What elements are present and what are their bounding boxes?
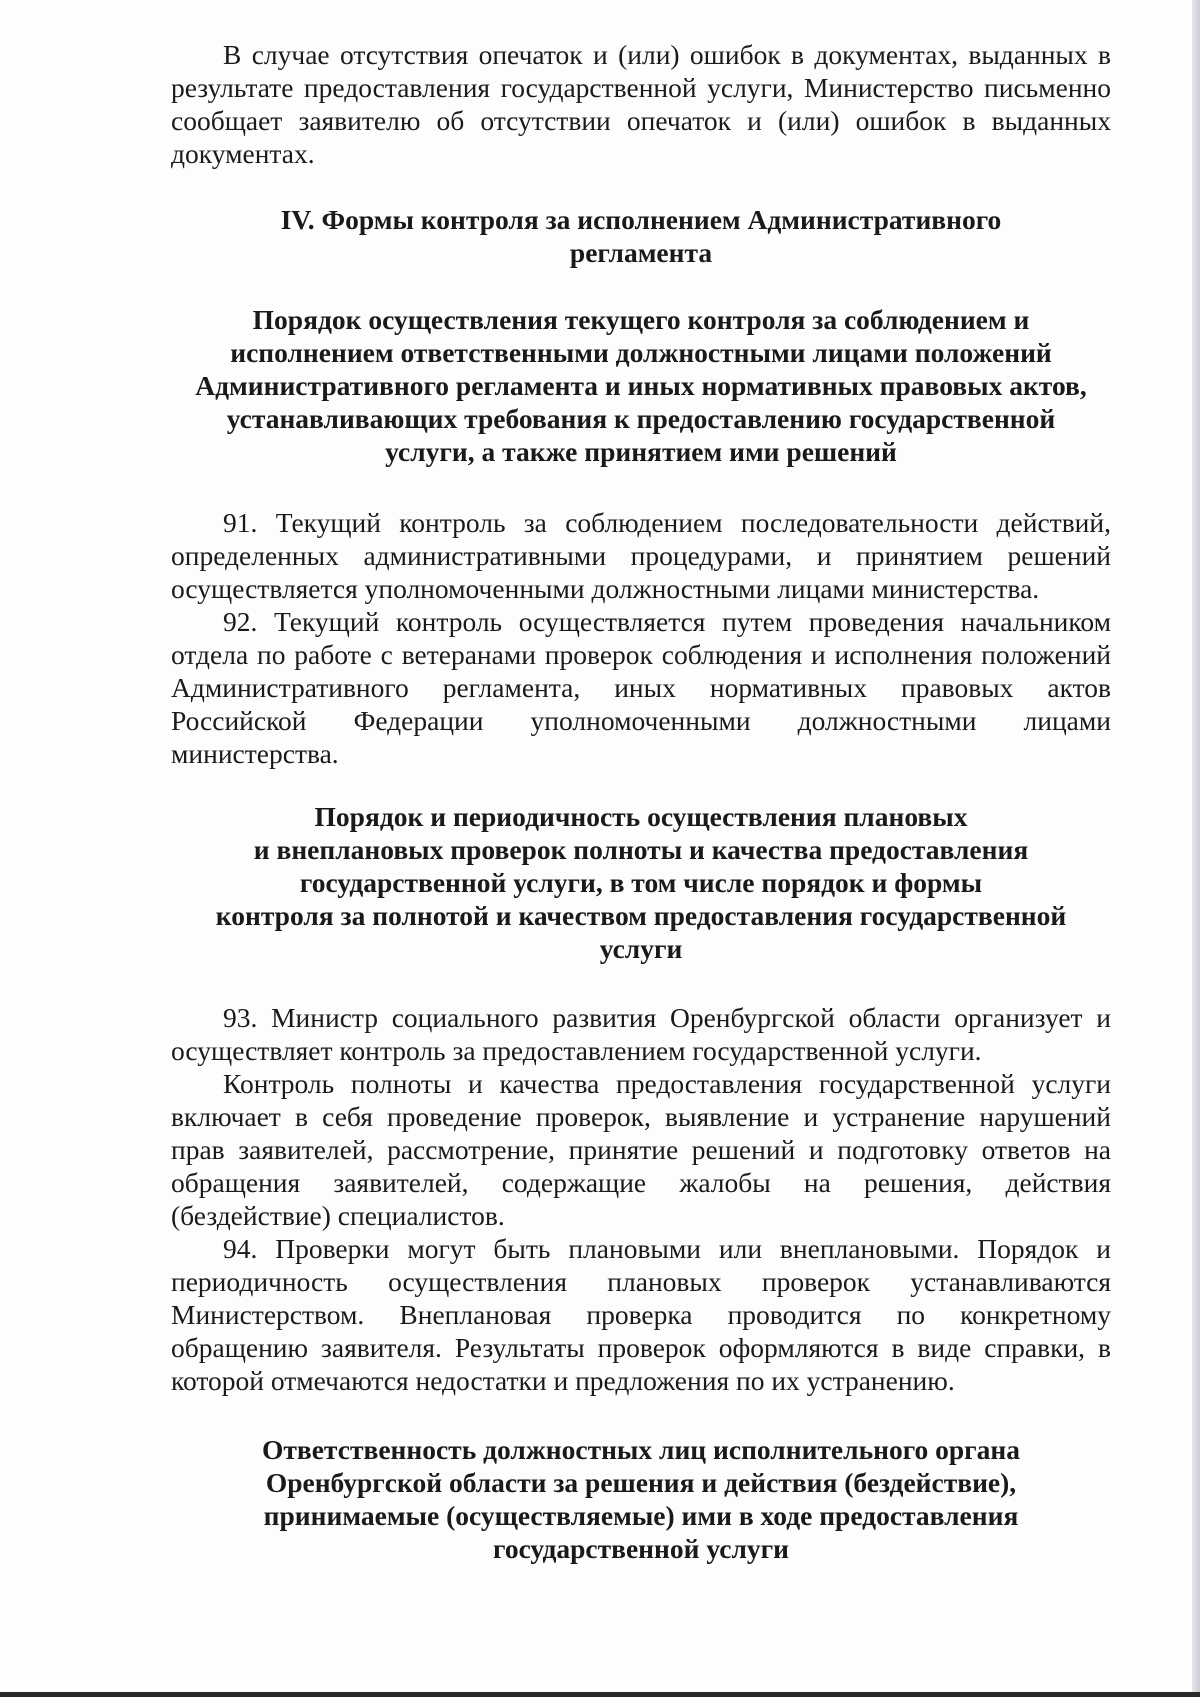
section-title-line: регламента: [569, 237, 713, 268]
heading-line: принимаемые (осуществляемые) ими в ходе предоставления: [263, 1500, 1019, 1531]
scan-edge: [0, 1692, 1200, 1697]
paragraph-intro: В случае отсутствия опечаток и (или) ошибок в документах, выданных в результате предоставления государственной услуги, Министерство письменно сообщает заявителю об отсутствии опечаток и (или) ошибок в выданных документах.: [171, 39, 1111, 169]
heading-line: Оренбургской области за решения и действия (бездействие),: [265, 1467, 1017, 1498]
heading-line: Ответственность должностных лиц исполнительного органа: [261, 1434, 1021, 1465]
document-body: [171, 38, 1111, 1565]
heading-line: Порядок и периодичность осуществления плановых: [314, 801, 968, 832]
scan-edge: [1192, 0, 1200, 1697]
paragraph-92: 92. Текущий контроль осуществляется путем проведения начальником отдела по работе с ветеранами проверок соблюдения и исполнения положений Административного регламента, иных нормативных правовых актов Российской Федерации уполномоченными должностными лицами министерства.: [171, 606, 1111, 769]
heading-line: контроля за полнотой и качеством предоставления государственной: [215, 900, 1067, 931]
spacer: [171, 965, 1111, 1001]
spacer: [171, 770, 1111, 800]
paragraph-91: 91. Текущий контроль за соблюдением последовательности действий, определенных административными процедурами, и принятием решений осуществляется уполномоченными должностными лицами министерства.: [171, 507, 1111, 604]
paragraph-94: 94. Проверки могут быть плановыми или внеплановыми. Порядок и периодичность осуществления плановых проверок устанавливаются Министерством. Внеплановая проверка проводится по конкретному обращению заявителя. Результаты проверок оформляются в виде справки, в которой отмечаются недостатки и предложения по их устранению.: [171, 1233, 1111, 1396]
paragraph-93: 93. Министр социального развития Оренбургской области организует и осуществляет контроль за предоставлением государственной услуги.: [171, 1002, 1111, 1066]
heading-responsibility: [171, 1433, 1111, 1565]
section-title: [171, 203, 1111, 269]
heading-line: Порядок осуществления текущего контроля за соблюдением и: [252, 304, 1030, 335]
section-title-line: IV. Формы контроля за исполнением Административного: [280, 204, 1002, 235]
heading-line: и внеплановых проверок полноты и качества предоставления: [253, 834, 1029, 865]
heading-line: государственной услуги, в том числе порядок и формы: [299, 867, 983, 898]
spacer: [171, 1397, 1111, 1433]
paragraph-control: Контроль полноты и качества предоставления государственной услуги включает в себя проведение проверок, выявление и устранение нарушений прав заявителей, рассмотрение, принятие решений и подготовку ответов на обращения заявителей, содержащие жалобы на решения, действия (бездействие) специалистов.: [171, 1068, 1111, 1231]
spacer: [171, 170, 1111, 203]
heading-inspections: [171, 800, 1111, 965]
spacer: [171, 468, 1111, 506]
heading-line: устанавливающих требования к предоставлению государственной: [226, 403, 1056, 434]
heading-line: исполнением ответственными должностными лицами положений: [230, 337, 1052, 368]
heading-current-control: [171, 303, 1111, 468]
heading-line: государственной услуги: [493, 1533, 789, 1564]
spacer: [171, 269, 1111, 303]
heading-line: услуги, а также принятием ими решений: [385, 436, 897, 467]
heading-line: Административного регламента и иных нормативных правовых актов,: [195, 370, 1087, 401]
heading-line: услуги: [599, 933, 683, 964]
